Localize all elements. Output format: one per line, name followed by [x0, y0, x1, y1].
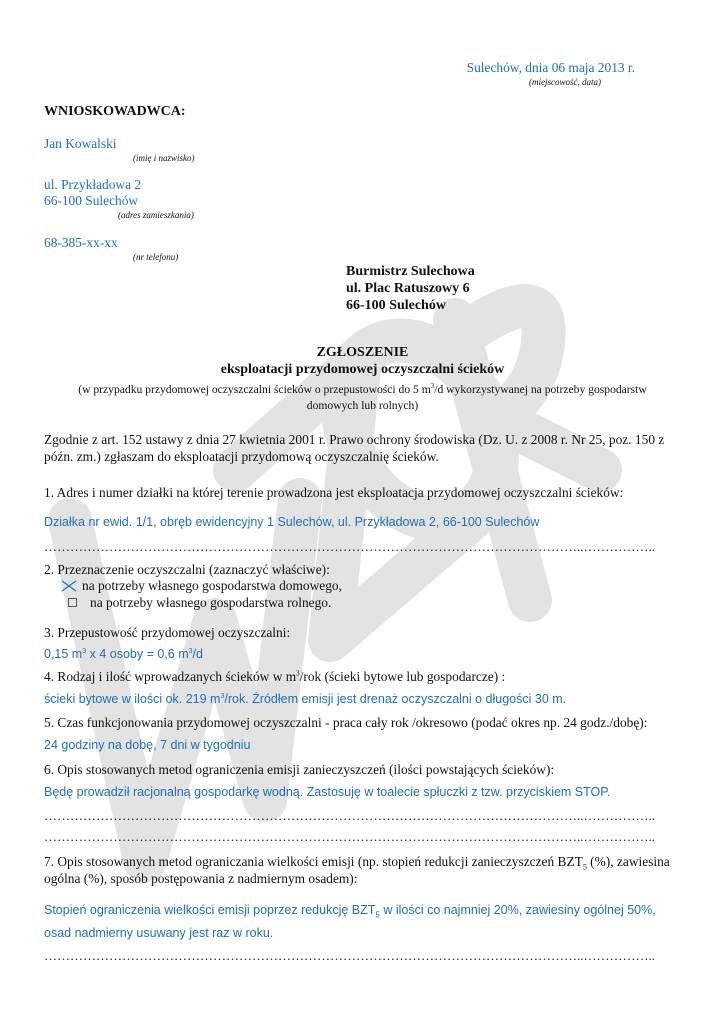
dotted-line: ……………………………………………………………………………………………………………..…………….. [44, 539, 655, 554]
applicant-heading: WNIOSKOWADWCA: [44, 104, 186, 119]
form-title: ZGŁOSZENIE [316, 345, 409, 360]
intro-line2: późn. zm.) zgłaszam do eksploatacji przydomową oczyszczalnię ścieków. [44, 449, 439, 464]
intro-line1: Zgodnie z art. 152 ustawy z dnia 27 kwietnia 2001 r. Prawo ochrony środowiska (Dz. U. z 2008 r. Nr 25, poz. 150 z [44, 432, 665, 447]
section1-answer[interactable]: Działka nr ewid. 1/1, obręb ewidencyjny 1 Sulechów, ul. Przykładowa 2, 66-100 Sulechów [44, 515, 540, 529]
recipient-line1: Burmistrz Sulechowa [346, 264, 475, 279]
section4-label: 4. Rodzaj i ilość wprowadzanych ścieków w $m^3$/rok (ścieki bytowe lub gospodarcze) : [44, 669, 506, 684]
checkbox-empty-icon[interactable] [68, 598, 77, 607]
applicant-phone-caption: (nr telefonu) [133, 252, 179, 262]
form-subtitle: eksploatacji przydomowej oczyszczalni ścieków [220, 362, 505, 377]
section2-option1[interactable] [62, 578, 342, 594]
dotted-line: ……………………………………………………………………………………………………………..…………….. [44, 948, 655, 963]
section5-answer[interactable]: 24 godziny na dobę, 7 dni w tygodniu [44, 738, 251, 752]
dotted-line: ……………………………………………………………………………………………………………..…………….. [44, 808, 655, 823]
section2-option1-label: na potrzeby własnego gospodarstwa domowego, [82, 578, 342, 593]
applicant-address-line2: 66-100 Sulechów [44, 193, 139, 208]
applicant-name: Jan Kowalski [44, 136, 117, 151]
applicant-phone: 68-385-xx-xx [44, 235, 118, 250]
dotted-line: ……………………………………………………………………………………………………………..…………….. [44, 829, 655, 844]
section2-option2[interactable] [66, 595, 331, 611]
applicant-address-line1: ul. Przykładowa 2 [44, 177, 142, 192]
section7-answer-line1[interactable]: Stopień ograniczenia wielkości emisji poprzez redukcję $BZT_5$ w ilości co najmniej 20%, zawiesiny ogólnej 50%, [44, 903, 656, 920]
checkbox-checked-icon[interactable] [62, 580, 73, 591]
recipient-line2: ul. Plac Ratuszowy 6 [346, 281, 470, 296]
section7-label-line2: ogólna (%), sposób postępowania z nadmiernym osadem): [44, 871, 358, 886]
section7-answer-line2[interactable]: osad nadmierny usuwany jest raz w roku. [44, 926, 274, 940]
section5-label: 5. Czas funkcjonowania przydomowej oczyszczalni - praca cały rok /okresowo (podać okres np. 24 godz./dobę): [44, 715, 648, 730]
section1-label: 1. Adres i numer działki na której terenie prowadzona jest eksploatacja przydomowej oczyszczalni ścieków: [44, 485, 624, 500]
section3-answer[interactable]: 0,15 $m^3$ x 4 osoby = 0,6 $m^3/d$ [44, 647, 203, 661]
section4-answer[interactable]: ścieki bytowe w ilości ok. 219 $m^3$/rok. Źródłem emisji jest drenaż oczyszczalni o długości 30 m. [44, 692, 567, 706]
section3-label: 3. Przepustowość przydomowej oczyszczalni: [44, 625, 291, 640]
section2-option2-label: na potrzeby własnego gospodarstwa rolnego. [90, 595, 332, 610]
applicant-address-caption: (adres zamieszkania) [118, 210, 194, 220]
recipient-line3: 66-100 Sulechów [346, 298, 446, 313]
section6-answer[interactable]: Będę prowadził racjonalną gospodarkę wodną. Zastosuję w toalecie spłuczki z tzw. przyciskiem STOP. [44, 785, 611, 799]
place-date: Sulechów, dnia 06 maja 2013 r. [466, 60, 635, 75]
place-date-caption: (miejscowość, data) [529, 77, 601, 87]
form-note-line2: domowych lub rolnych) [306, 399, 419, 412]
applicant-name-caption: (imię i nazwisko) [133, 153, 195, 163]
section2-label: 2. Przeznaczenie oczyszczalni (zaznaczyć właściwe): [44, 562, 330, 577]
section7-label-line1: 7. Opis stosowanych metod ograniczania wielkości emisji (np. stopień redukcji zanieczyszczeń $BZT_5$ (%), zawiesina [44, 854, 670, 872]
section6-label: 6. Opis stosowanych metod ograniczenia emisji zanieczyszczeń (ilości powstających ścieków): [44, 762, 555, 777]
form-note-line1: (w przypadku przydomowej oczyszczalni ścieków o przepustowości do 5 $m^3/d$ wykorzystywanej na potrzeby gospodarstw [78, 382, 647, 396]
